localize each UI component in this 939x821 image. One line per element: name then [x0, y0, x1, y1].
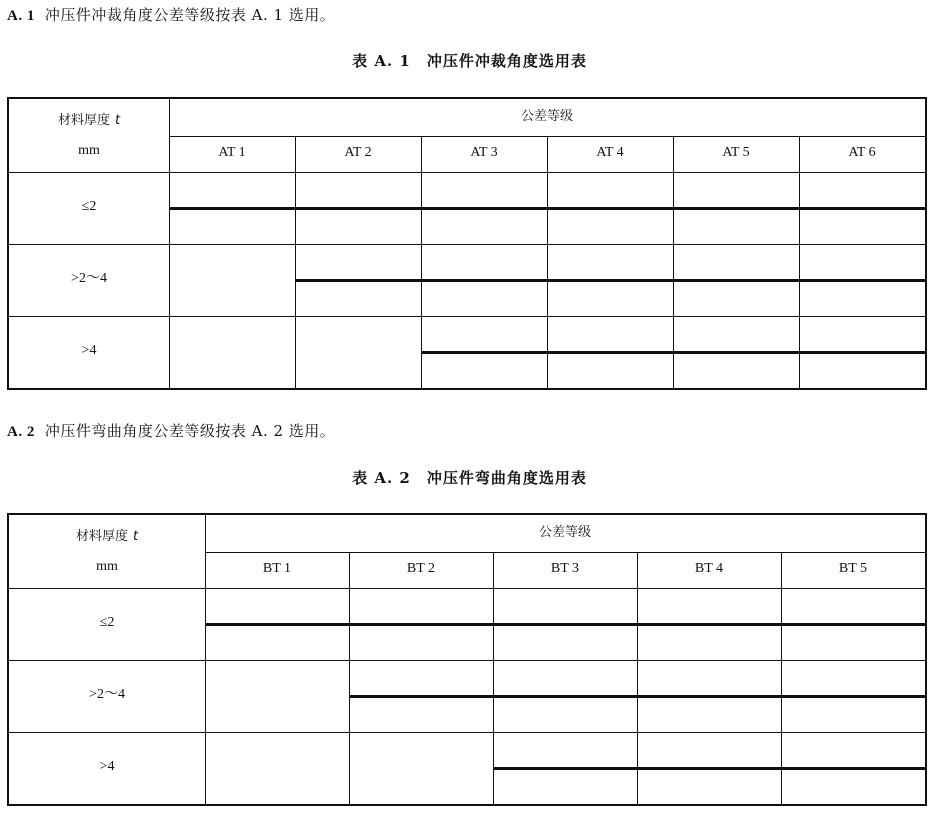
header-thickness-label: 材料厚度 — [75, 529, 128, 544]
table-title: 冲压件冲裁角度选用表 — [426, 52, 587, 70]
grade-header: AT 4 — [596, 145, 624, 160]
grade-header: AT 6 — [848, 145, 876, 160]
column-divider — [169, 99, 170, 388]
table-number: 表 A. 1 — [352, 52, 411, 70]
table-caption-a2 — [0, 469, 939, 487]
grade-header: AT 1 — [218, 145, 246, 160]
header-tolerance-grade: 公差等级 — [538, 525, 591, 540]
clause-a1 — [7, 6, 335, 25]
clause-number: A. 2 — [7, 424, 35, 440]
grade-header: BT 3 — [550, 561, 580, 576]
table-a1 — [7, 97, 927, 390]
row-thickness-label: ≤2 — [81, 199, 97, 214]
grade-header: BT 5 — [838, 561, 868, 576]
grade-header: BT 4 — [694, 561, 724, 576]
header-bottom-rule — [9, 588, 925, 589]
row-divider — [9, 244, 925, 245]
column-divider — [349, 552, 350, 804]
grade-header: AT 5 — [722, 145, 750, 160]
header-thickness-label: 材料厚度 — [57, 113, 110, 128]
clause-text: 冲压件冲裁角度公差等级按表 A. 1 选用。 — [44, 6, 336, 24]
table-a2 — [7, 513, 927, 806]
grade-header: BT 2 — [406, 561, 436, 576]
grade-header: BT 1 — [262, 561, 292, 576]
table-caption-a1 — [0, 52, 939, 70]
column-divider — [295, 136, 296, 388]
header-thickness-variable: t — [114, 113, 121, 128]
row-divider — [9, 732, 925, 733]
clause-text: 冲压件弯曲角度公差等级按表 A. 2 选用。 — [44, 422, 336, 440]
grade-header: AT 2 — [344, 145, 372, 160]
applicable-grade-bar — [349, 695, 925, 698]
header-divider — [205, 552, 925, 553]
table-number: 表 A. 2 — [352, 469, 411, 487]
applicable-grade-bar — [169, 207, 925, 210]
row-divider — [9, 660, 925, 661]
table-title: 冲压件弯曲角度选用表 — [426, 469, 587, 487]
header-thickness-variable: t — [132, 529, 139, 544]
row-divider — [9, 316, 925, 317]
header-tolerance-grade: 公差等级 — [520, 109, 573, 124]
header-unit: mm — [78, 143, 100, 158]
applicable-grade-bar — [295, 279, 925, 282]
grade-header: AT 3 — [470, 145, 498, 160]
header-thickness — [9, 113, 169, 129]
column-divider — [205, 515, 206, 804]
clause-number: A. 1 — [7, 8, 35, 24]
applicable-grade-bar — [421, 351, 925, 354]
row-thickness-label: ≤2 — [99, 615, 115, 630]
header-unit: mm — [96, 559, 118, 574]
clause-a2 — [7, 422, 335, 441]
row-thickness-label: >4 — [81, 343, 97, 358]
row-thickness-label: >4 — [99, 759, 115, 774]
applicable-grade-bar — [205, 623, 925, 626]
header-thickness — [9, 529, 205, 545]
row-thickness-label: >2～4 — [89, 687, 125, 702]
header-bottom-rule — [9, 172, 925, 173]
applicable-grade-bar — [493, 767, 925, 770]
row-thickness-label: >2～4 — [71, 271, 107, 286]
